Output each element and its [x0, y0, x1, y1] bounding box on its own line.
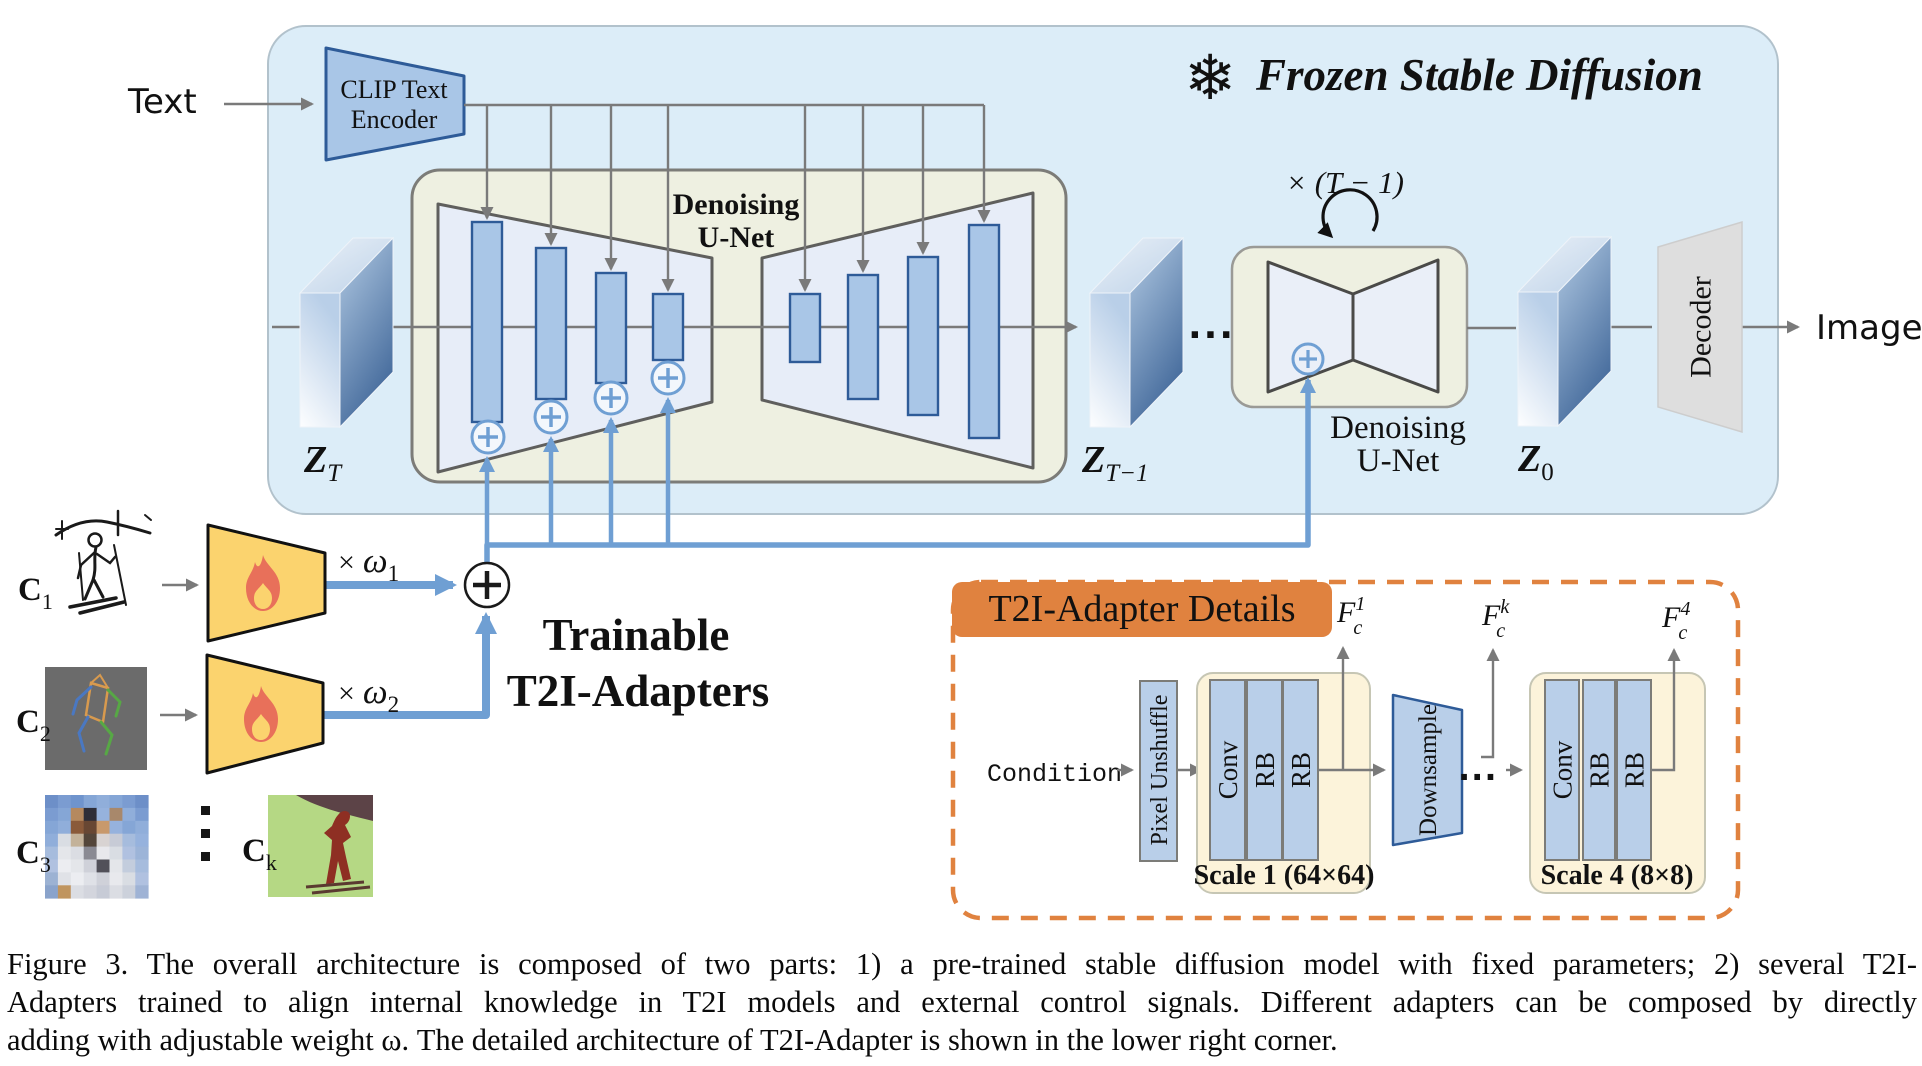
caption-line1: Figure 3. The overall architecture is composed of two parts: 1) a pre-trained stable diffusion model with fixed parameters; 2) several T2I-	[7, 947, 1917, 981]
c3-label: C3	[16, 835, 51, 877]
unet-label-line1: Denoising	[672, 188, 800, 221]
recurrent-unet-label-line1: Denoising	[1330, 410, 1466, 446]
scale1-rb1-label: RB	[1249, 751, 1280, 789]
t2i-adapter-1	[208, 525, 325, 641]
caption-line2: Adapters trained to align internal knowledge in T2I models and external control signals. Different adapters can be composed by directly	[7, 985, 1917, 1019]
recurrent-add-node-icon	[1293, 344, 1323, 374]
scale1-rb2-label: RB	[1285, 751, 1316, 789]
condition-keypose-image	[45, 667, 147, 770]
scale4-caption: Scale 4 (8×8)	[1540, 860, 1694, 891]
scale4-rb1-label: RB	[1584, 751, 1615, 789]
zt1-label: ZT−1	[1082, 439, 1149, 487]
details-ellipsis: ...	[1458, 750, 1498, 788]
decoder-label: Decoder	[1684, 276, 1718, 378]
scale1-block	[1194, 673, 1375, 893]
downsample-label: Downsample	[1414, 704, 1442, 836]
clip-label-line1: CLIP Text	[340, 75, 448, 104]
omega2-label: × ω2	[338, 672, 400, 717]
loop-count-label: × (T − 1)	[1286, 165, 1404, 200]
trainable-title-line1: Trainable	[542, 610, 730, 660]
clip-label-line2: Encoder	[350, 105, 438, 134]
f1-label: F1 c	[1337, 593, 1366, 639]
omega1-label: × ω1	[338, 541, 400, 586]
add-node-icon	[535, 401, 567, 433]
z0-label: Z0	[1518, 438, 1554, 486]
zt-label: ZT	[304, 439, 342, 487]
fk-label: Fk c	[1482, 596, 1510, 642]
snowflake-icon: ❄	[1184, 41, 1236, 114]
scale1-caption: Scale 1 (64×64)	[1193, 860, 1375, 891]
weighted-sum-node-icon	[465, 563, 509, 607]
details-title: T2I-Adapter Details	[988, 588, 1296, 630]
unet-label-line2: U-Net	[697, 221, 775, 254]
f4-label: F4 c	[1662, 598, 1691, 644]
vertical-ellipsis-icon	[201, 806, 210, 861]
c1-label: C1	[18, 572, 53, 614]
pixel-unshuffle-label: Pixel Unshuffle	[1146, 694, 1173, 846]
scale1-conv-label: Conv	[1212, 740, 1243, 800]
image-output-label: Image	[1816, 308, 1922, 348]
condition-pixelated-image	[45, 795, 149, 899]
text-input-label: Text	[128, 82, 197, 122]
add-node-icon	[472, 421, 504, 453]
scale4-rb2-label: RB	[1619, 751, 1650, 789]
condition-label: Condition	[987, 760, 1123, 789]
timestep-ellipsis: ...	[1188, 306, 1236, 347]
panel-title: Frozen Stable Diffusion	[1256, 50, 1703, 100]
ck-label: Ck	[242, 833, 277, 875]
scale4-block	[1530, 673, 1705, 893]
condition-segmentation-image	[268, 795, 373, 897]
trainable-title-line2: T2I-Adapters	[506, 666, 770, 716]
c2-label: C2	[16, 704, 51, 746]
t2i-adapter-2	[207, 655, 323, 773]
fk-output-arrow	[1481, 650, 1493, 757]
figure-caption	[7, 945, 1917, 1059]
caption-line3: adding with adjustable weight ω. The detailed architecture of T2I-Adapter is shown in the lower right corner.	[7, 1023, 1338, 1057]
condition-sketch-image	[56, 511, 151, 613]
scale4-conv-label: Conv	[1547, 740, 1578, 800]
add-node-icon	[595, 382, 627, 414]
recurrent-unet-label-line2: U-Net	[1356, 443, 1440, 479]
add-node-icon	[652, 362, 684, 394]
